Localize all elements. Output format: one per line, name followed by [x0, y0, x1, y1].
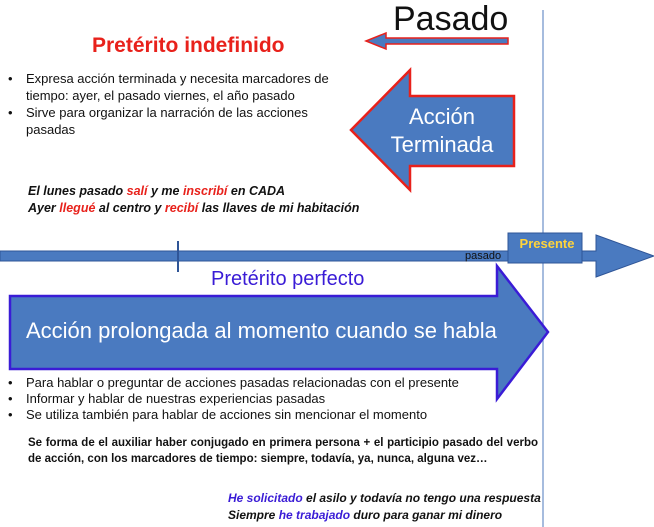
accion-terminada-line2: Terminada: [390, 132, 494, 157]
accion-terminada-line1: Acción: [408, 104, 476, 129]
timeline-presente-label: Presente: [519, 236, 575, 251]
indefinido-example-1: El lunes pasado salí y me inscribí en CADA: [28, 184, 286, 198]
accion-terminada-label: [368, 103, 516, 159]
list-item: • Expresa acción terminada y necesita marcadores de tiempo: ayer, el pasado viernes, el año pasado: [8, 70, 353, 104]
perfecto-formation-text: Se forma de el auxiliar haber conjugado en primera persona + el participio pasado del verbo de acción, con los marcadores de tiempo: siempre, todavía, ya, nunca, alguna vez…: [28, 437, 538, 465]
list-item: • Sirve para organizar la narración de las acciones pasadas: [8, 104, 353, 138]
indefinido-bullet-list: [8, 70, 353, 138]
verb-highlight: He solicitado: [228, 491, 303, 505]
perfecto-bullet-list: [8, 375, 488, 423]
list-item: • Informar y hablar de nuestras experiencias pasadas: [8, 391, 488, 407]
preterito-indefinido-title: Pretérito indefinido: [92, 34, 285, 57]
verb-highlight: inscribí: [182, 184, 228, 198]
verb-highlight: llegué: [59, 201, 96, 215]
indefinido-example-2: Ayer llegué al centro y recibí las llaves de mi habitación: [28, 201, 360, 215]
preterito-perfecto-title: Pretérito perfecto: [211, 268, 365, 290]
indefinido-examples: [28, 183, 359, 217]
pasado-title: Pasado: [393, 0, 509, 38]
verb-highlight: recibí: [164, 201, 199, 215]
perfecto-example-2: Siempre he trabajado duro para ganar mi dinero: [228, 508, 503, 522]
verb-highlight: he trabajado: [278, 508, 351, 522]
list-item: • Se utiliza también para hablar de acciones sin mencionar el momento: [8, 407, 488, 423]
accion-prolongada-label: Acción prolongada al momento cuando se habla: [26, 318, 497, 343]
verb-highlight: salí: [126, 184, 148, 198]
list-item: • Para hablar o preguntar de acciones pasadas relacionadas con el presente: [8, 375, 488, 391]
perfecto-examples: [228, 490, 541, 524]
timeline-pasado-label: pasado: [465, 250, 502, 262]
perfecto-example-1: He solicitado el asilo y todavía no tengo una respuesta: [228, 491, 541, 505]
